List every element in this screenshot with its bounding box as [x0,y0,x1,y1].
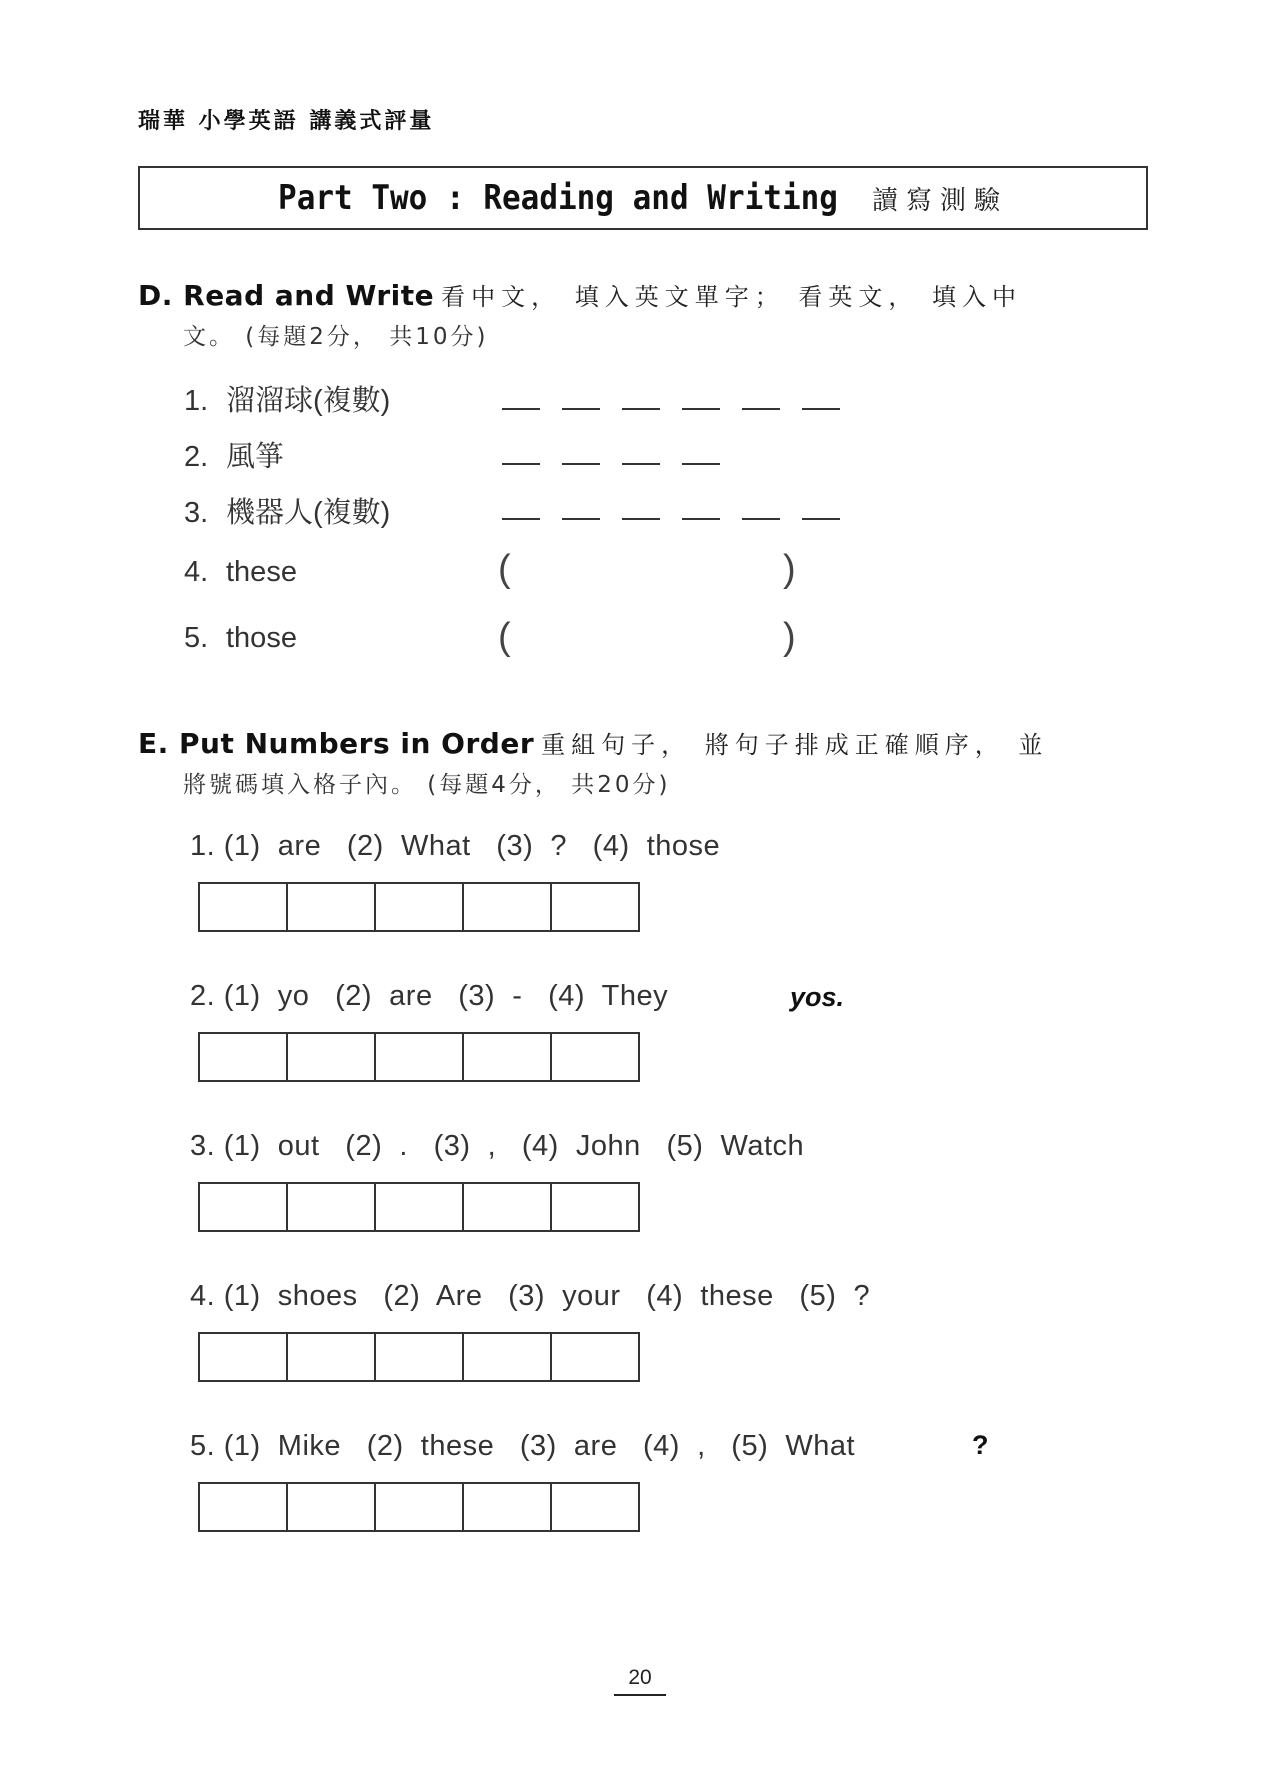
answer-box[interactable] [552,1484,640,1530]
part-title-zh: 讀寫測驗 [871,185,1008,216]
section-d-instruction: 看中文， 填入英文單字； 看英文， 填入中 [441,283,1022,311]
answer-box[interactable] [200,1034,288,1080]
e-question-5: 5. (1) Mike (2) these (3) are (4) , (5) What [190,1430,856,1462]
e-question-2: 2. (1) yo (2) are (3) - (4) They [190,980,669,1012]
book-header-title: 瑞華 小學英語 講義式評量 [138,108,435,134]
item-number: 2. [184,441,209,473]
item-number: 1. [184,385,209,417]
answer-box[interactable] [288,1334,376,1380]
e-question-3-boxes [198,1182,640,1232]
d-item-5-answer-field[interactable] [512,628,782,664]
e-question-4-boxes [198,1332,640,1382]
e-question-3: 3. (1) out (2) . (3) , (4) John (5) Watch [190,1130,805,1162]
answer-box[interactable] [288,1034,376,1080]
answer-box[interactable] [288,1484,376,1530]
item-prompt: 風箏 [226,441,285,473]
answer-box[interactable] [200,1334,288,1380]
d-item-4 [184,556,297,589]
answer-box[interactable] [376,1184,464,1230]
d-item-3-blanks[interactable] [502,518,840,520]
d-item-2 [184,434,284,475]
section-d-label: D. Read and Write [138,279,435,312]
d-item-5 [184,622,297,655]
section-d-heading [138,278,1138,315]
letter-blank[interactable] [742,408,780,410]
d-item-5-paren-close: ) [783,616,796,658]
answer-box[interactable] [200,1484,288,1530]
e-question-1: 1. (1) are (2) What (3) ? (4) those [190,830,721,862]
letter-blank[interactable] [682,408,720,410]
answer-box[interactable] [552,1334,640,1380]
letter-blank[interactable] [502,463,540,465]
e-question-5-suffix: ? [972,1430,989,1460]
letter-blank[interactable] [622,408,660,410]
item-prompt: those [226,622,297,654]
e-question-2-boxes [198,1032,640,1082]
letter-blank[interactable] [562,408,600,410]
page-number: 20 [614,1666,666,1696]
letter-blank[interactable] [742,518,780,520]
d-item-2-blanks[interactable] [502,463,720,465]
d-item-3 [184,490,390,531]
answer-box[interactable] [376,1334,464,1380]
answer-box[interactable] [464,1334,552,1380]
d-item-4-answer-field[interactable] [512,560,782,596]
part-title-box [138,166,1148,230]
e-question-5-boxes [198,1482,640,1532]
answer-box[interactable] [288,1184,376,1230]
section-e-instruction-line2: 將號碼填入格子內。 (每題4分， 共20分) [183,772,671,798]
d-item-5-paren-open: ( [498,616,511,658]
item-number: 4. [184,556,209,588]
answer-box[interactable] [552,1034,640,1080]
e-question-2-suffix: yos. [790,982,845,1012]
d-item-1-blanks[interactable] [502,408,840,410]
answer-box[interactable] [376,884,464,930]
item-number: 5. [184,622,209,654]
letter-blank[interactable] [562,463,600,465]
letter-blank[interactable] [802,518,840,520]
answer-box[interactable] [464,884,552,930]
answer-box[interactable] [464,1034,552,1080]
letter-blank[interactable] [562,518,600,520]
answer-box[interactable] [552,1184,640,1230]
item-prompt: these [226,556,297,588]
section-e-heading [138,726,1138,763]
d-item-4-paren-open: ( [498,548,511,590]
d-item-1 [184,378,390,419]
answer-box[interactable] [200,884,288,930]
letter-blank[interactable] [802,408,840,410]
letter-blank[interactable] [622,518,660,520]
d-item-4-paren-close: ) [783,548,796,590]
answer-box[interactable] [200,1184,288,1230]
e-question-4: 4. (1) shoes (2) Are (3) your (4) these (5) ? [190,1280,871,1312]
item-prompt: 機器人(複數) [226,497,391,529]
answer-box[interactable] [464,1484,552,1530]
answer-box[interactable] [288,884,376,930]
part-title-en: Part Two : Reading and Writing [278,178,838,218]
answer-box[interactable] [552,884,640,930]
answer-box[interactable] [464,1184,552,1230]
section-e-label: E. Put Numbers in Order [138,727,535,760]
letter-blank[interactable] [622,463,660,465]
answer-box[interactable] [376,1484,464,1530]
e-question-1-boxes [198,882,640,932]
letter-blank[interactable] [502,408,540,410]
letter-blank[interactable] [682,518,720,520]
section-e-instruction: 重組句子， 將句子排成正確順序， 並 [541,731,1049,759]
section-d-instruction-line2: 文。 (每題2分， 共10分) [183,324,489,350]
letter-blank[interactable] [502,518,540,520]
item-prompt: 溜溜球(複數) [226,385,391,417]
item-number: 3. [184,497,209,529]
letter-blank[interactable] [682,463,720,465]
answer-box[interactable] [376,1034,464,1080]
